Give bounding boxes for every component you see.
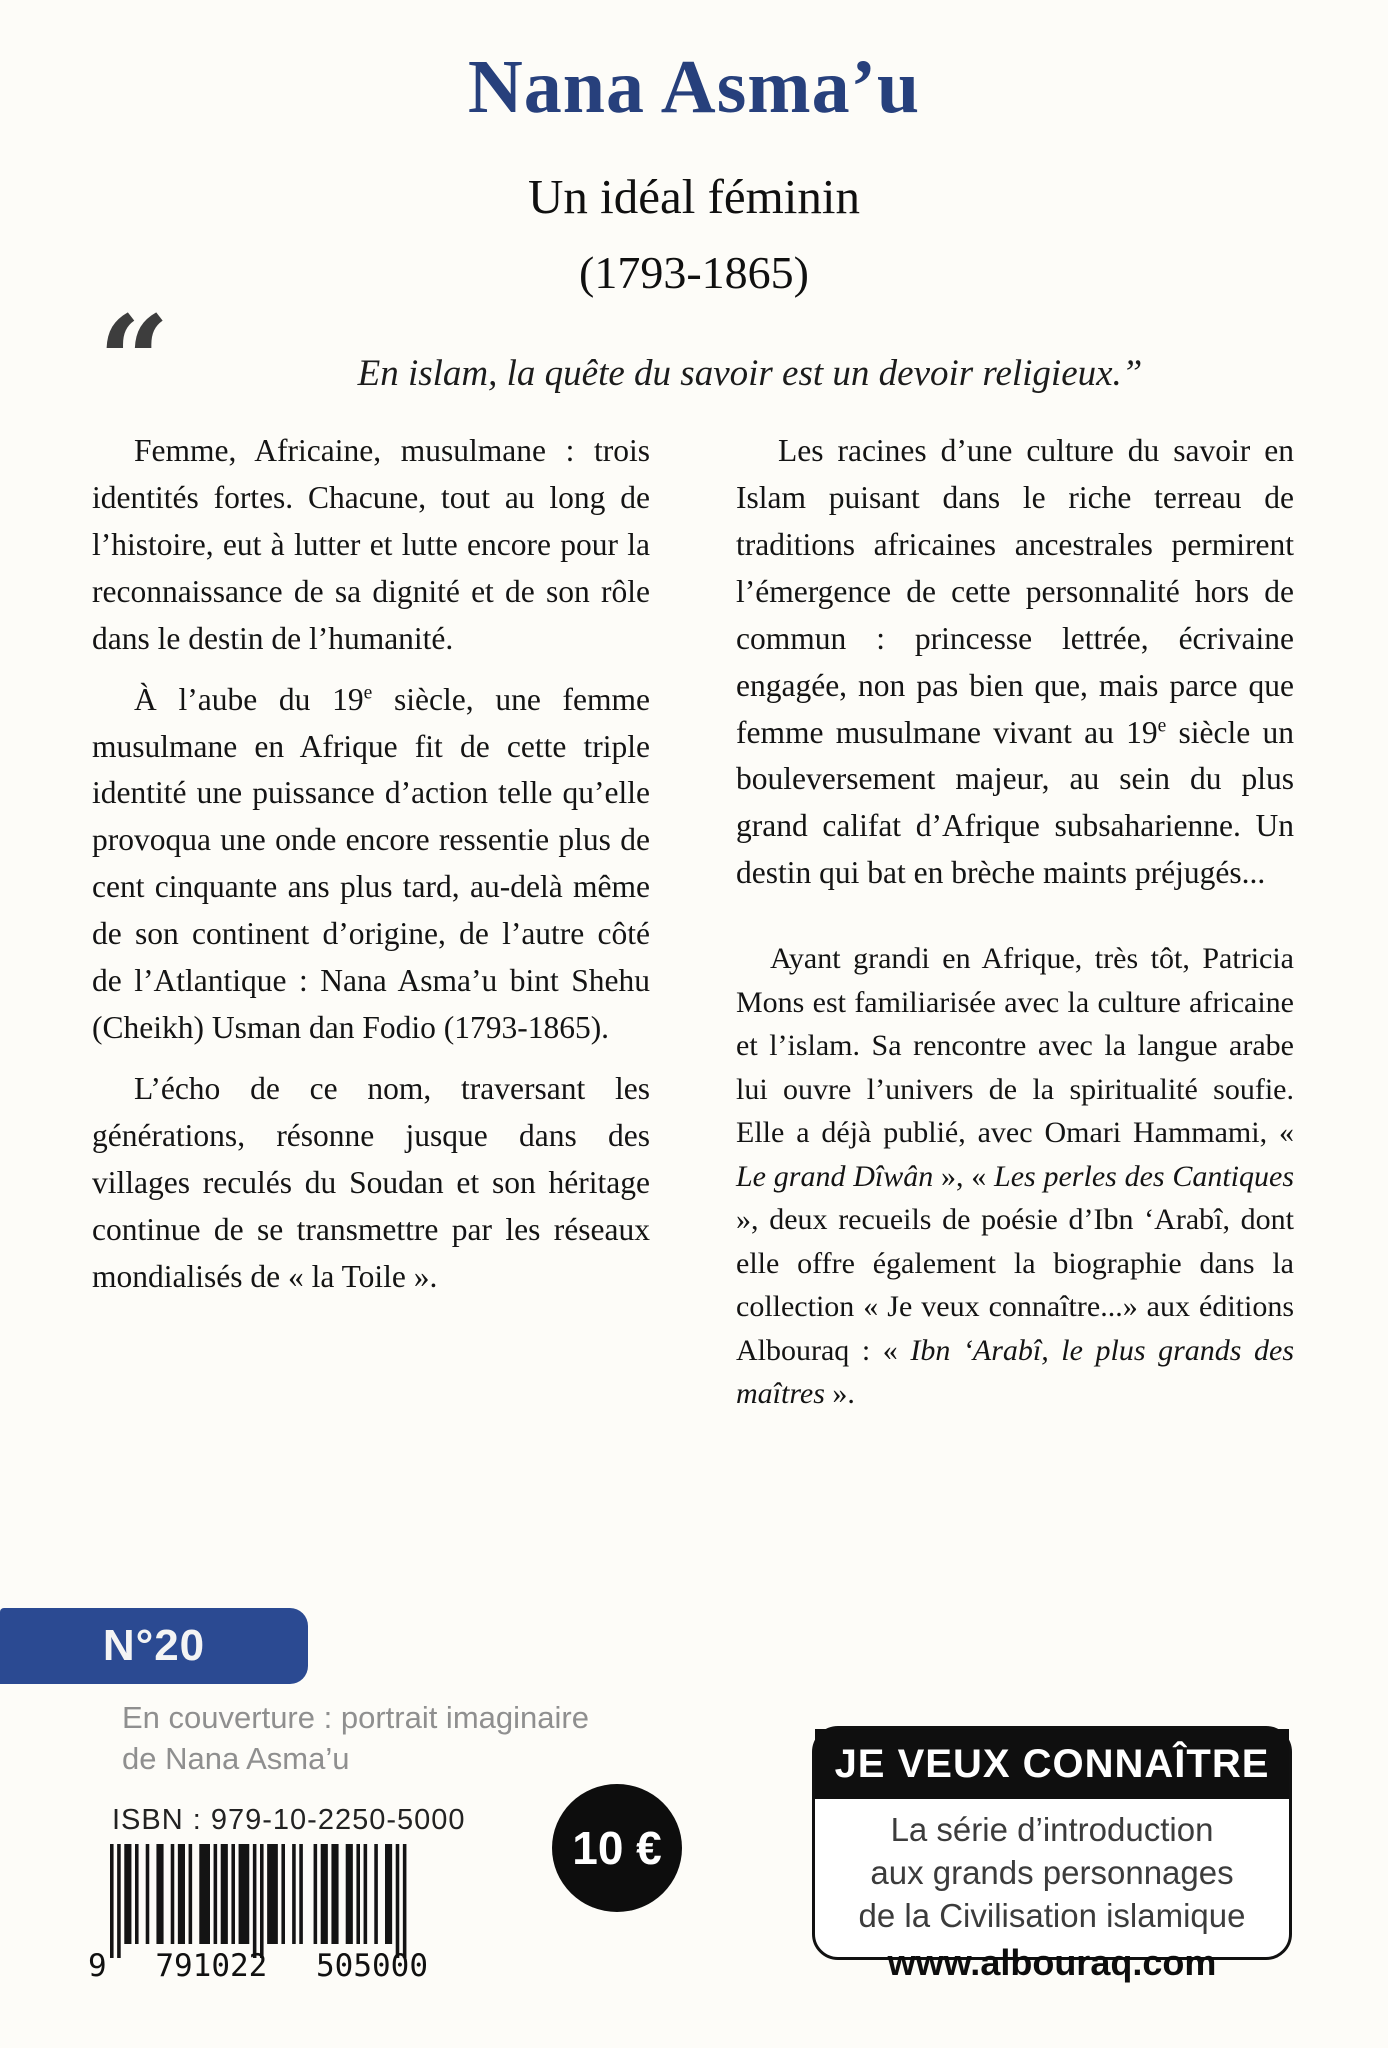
paragraph: Ayant grandi en Afrique, très tôt, Patricia Mons est familiarisée avec la culture africaine et l’islam. Sa rencontre avec la langue arabe lui ouvre l’univers de la spiritualité soufie. Elle a déjà publié, avec Omari Hammami, « Le grand Dîwân », « Les perles des Cantiques », deux recueils de poésie d’Ibn ‘Arabî, dont elle offre également la biographie dans la collection « Je veux connaître...» aux éditions Albouraq : « Ibn ‘Arabî, le plus grands des maîtres ».: [736, 942, 1295, 1411]
epigraph-quote: En islam, la quête du savoir est un devoir religieux.”: [357, 353, 1143, 394]
series-box-body: [815, 1799, 1289, 1986]
book-subtitle: Un idéal féminin: [527, 169, 861, 224]
opening-quote-icon: “: [98, 289, 170, 435]
barcode-digit-group: 9: [88, 1948, 107, 1984]
price-label: 10 €: [572, 1822, 662, 1874]
paragraph: Femme, Africaine, musulmane : trois identités fortes. Chacune, tout au long de l’histoire, eut à lutter et lutte encore pour la reconnaissance de sa dignité et de son rôle dans le destin de l’humanité.: [92, 433, 650, 656]
price-badge: [552, 1784, 682, 1912]
publisher-website: www.albouraq.com: [887, 1941, 1217, 1983]
isbn-text: ISBN : 979-10-2250-5000: [112, 1804, 466, 1836]
book-title: Nana Asma’u: [467, 45, 921, 129]
text-column-right: [736, 428, 1294, 1416]
paragraph: Les racines d’une culture du savoir en Islam puisant dans le riche terreau de traditions africaines ancestrales permirent l’émergence de cette personnalité hors de commun : princesse lettrée, écrivaine engagée, non pas bien que, mais parce que femme musulmane vivant au 19e siècle un bouleversement majeur, au sein du plus grand califat d’Afrique subsaharienne. Un destin qui bat en brèche maints préjugés...: [736, 433, 1294, 891]
paragraph: L’écho de ce nom, traversant les générations, résonne jusque dans des villages reculés du Soudan et son héritage continue de se transmettre par les réseaux mondialisés de « la Toile ».: [92, 1070, 650, 1294]
series-box-title: JE VEUX CONNAÎTRE: [834, 1741, 1270, 1786]
barcode-digit-group: 505000: [316, 1948, 428, 1984]
right-column-main: [736, 428, 1294, 897]
series-box-line2: aux grands personnages: [870, 1853, 1234, 1891]
book-years: (1793-1865): [579, 247, 809, 298]
series-number-badge: [0, 1608, 308, 1684]
barcode-digits: [88, 1948, 428, 1984]
barcode-digit-group: 791022: [155, 1948, 268, 1984]
author-bio: [736, 937, 1294, 1416]
series-box-line1: La série d’introduction: [890, 1811, 1214, 1848]
series-info-box: [812, 1726, 1292, 1983]
text-column-left: [92, 428, 650, 1315]
cover-credit-note: [122, 1698, 589, 1780]
series-number-label: N°20: [102, 1621, 206, 1670]
barcode: [88, 1844, 428, 1996]
cover-credit-line1: En couverture : portrait imaginaire: [122, 1700, 589, 1735]
cover-credit-line2: de Nana Asma’u: [122, 1740, 350, 1776]
barcode-bars: [106, 1844, 416, 1962]
paragraph: À l’aube du 19e siècle, une femme musulmane en Afrique fit de cette triple identité une puissance d’action telle qu’elle provoqua une onde encore ressentie plus de cent cinquante ans plus tard, au-delà même de son continent d’origine, de l’autre côté de l’Atlantique : Nana Asma’u bint Shehu (Cheikh) Usman dan Fodio (1793-1865).: [92, 681, 650, 1046]
series-box-header: [815, 1729, 1289, 1799]
series-box-line3: de la Civilisation islamique: [858, 1896, 1246, 1934]
